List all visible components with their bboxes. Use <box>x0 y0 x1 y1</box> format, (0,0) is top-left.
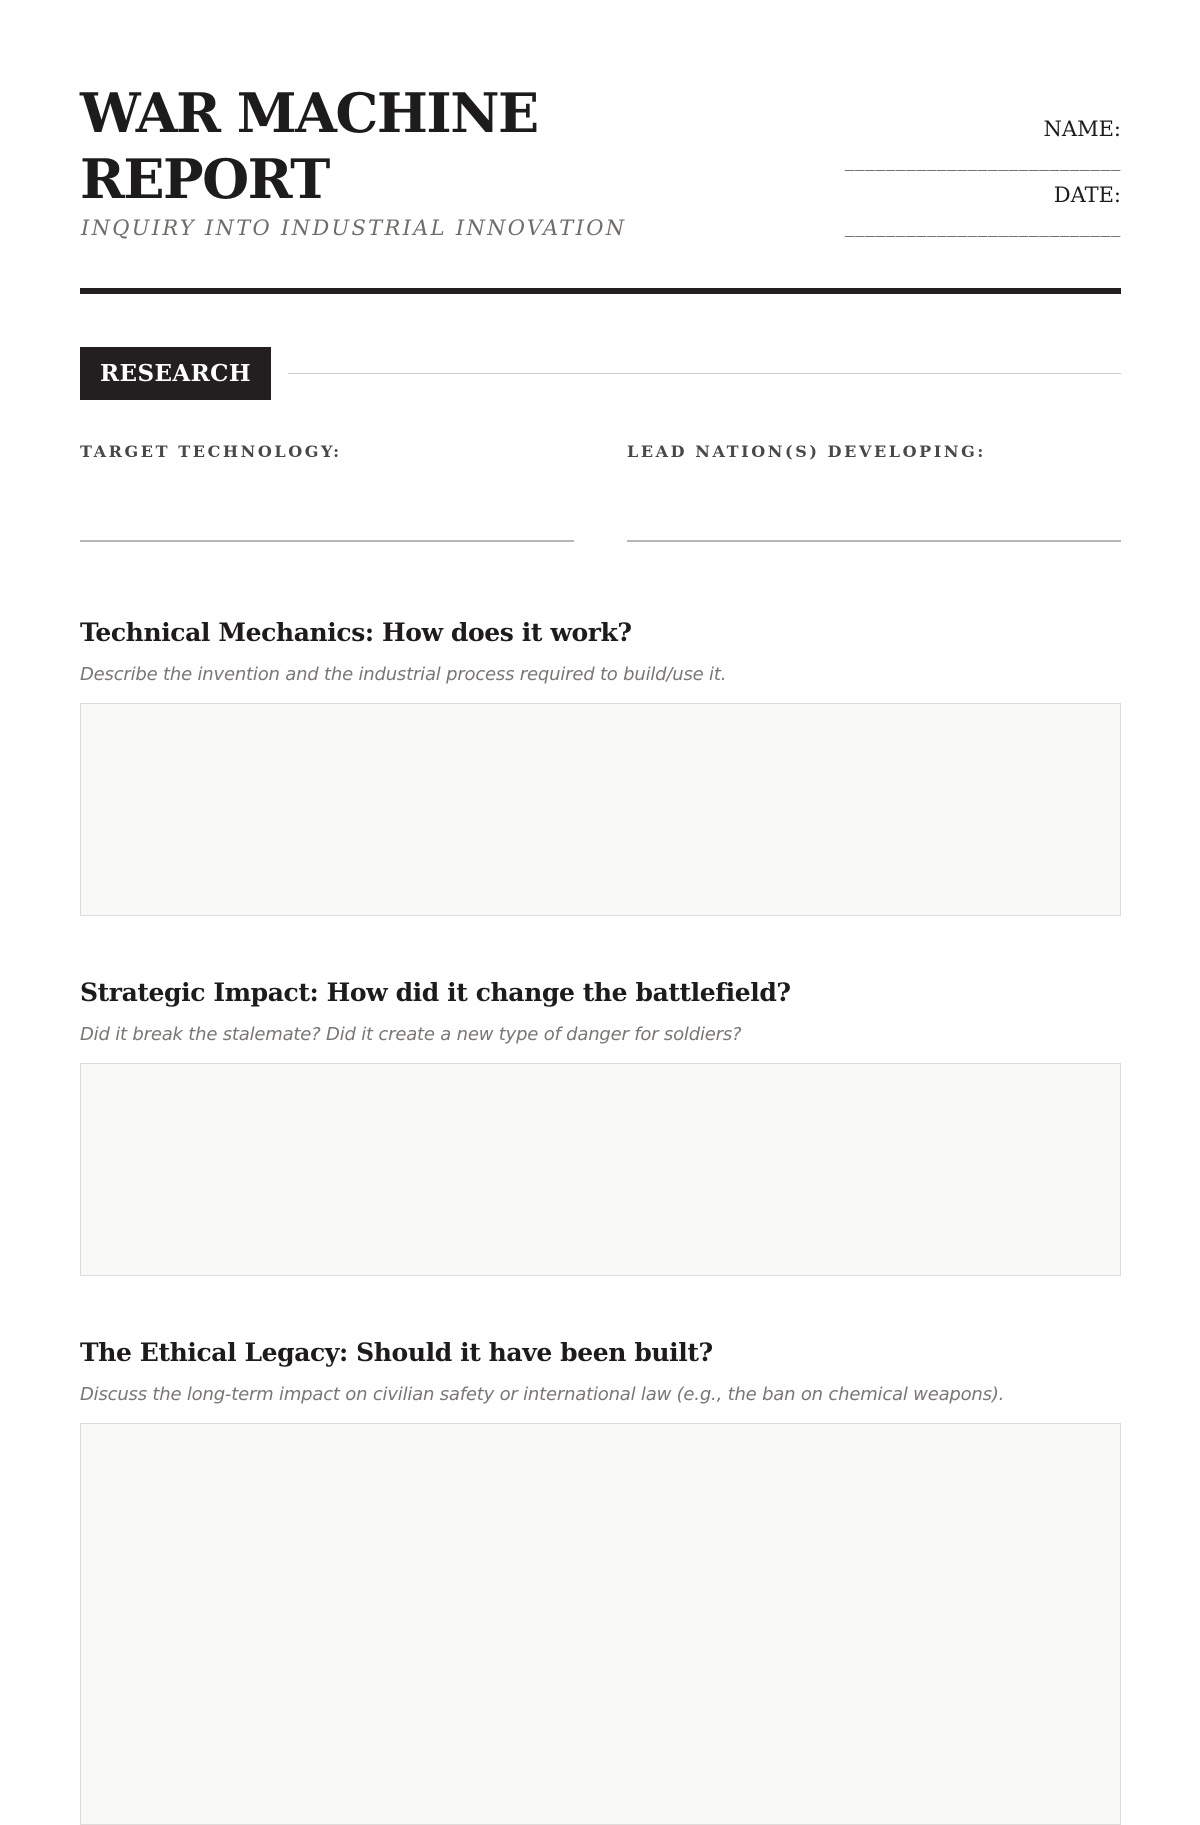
date-label: DATE: <box>1053 183 1121 207</box>
worksheet-subtitle: INQUIRY INTO INDUSTRIAL INNOVATION <box>81 216 627 240</box>
question-hint: Describe the invention and the industrial process required to build/use it. <box>80 664 727 685</box>
question-ethical-legacy <box>80 1337 1121 1407</box>
name-label: NAME: <box>1043 117 1121 141</box>
date-blank-line[interactable]: ___________________________ <box>844 218 1121 237</box>
question-title: The Ethical Legacy: Should it have been built? <box>80 1338 713 1367</box>
research-fields <box>80 442 1121 542</box>
research-section-header <box>80 347 1121 400</box>
worksheet-header <box>80 80 1121 290</box>
name-blank-line[interactable]: ___________________________ <box>844 152 1121 171</box>
title-line-2: REPORT <box>80 147 329 211</box>
question-hint: Discuss the long-term impact on civilian safety or international law (e.g., the ban on chemical weapons). <box>80 1384 1005 1405</box>
lead-nations-answer-line[interactable] <box>627 540 1121 542</box>
header-divider <box>80 288 1121 294</box>
answer-box[interactable] <box>80 703 1121 916</box>
target-technology-answer-line[interactable] <box>80 540 574 542</box>
section-divider-line <box>288 373 1121 374</box>
question-title: Technical Mechanics: How does it work? <box>80 618 632 647</box>
question-strategic-impact <box>80 977 1121 1047</box>
question-technical-mechanics <box>80 617 1121 687</box>
answer-box[interactable] <box>80 1423 1121 1825</box>
title-line-1: WAR MACHINE <box>80 81 538 145</box>
question-title: Strategic Impact: How did it change the battlefield? <box>80 978 791 1007</box>
target-technology-field[interactable] <box>80 442 574 542</box>
date-field[interactable] <box>771 182 1121 238</box>
name-field[interactable] <box>771 116 1121 172</box>
lead-nations-label: LEAD NATION(S) DEVELOPING: <box>627 442 986 461</box>
research-section-label: RESEARCH <box>80 347 271 400</box>
worksheet-page <box>80 80 1121 1405</box>
question-hint: Did it break the stalemate? Did it create a new type of danger for soldiers? <box>80 1024 742 1045</box>
target-technology-label: TARGET TECHNOLOGY: <box>80 442 342 461</box>
answer-box[interactable] <box>80 1063 1121 1276</box>
lead-nations-field[interactable] <box>627 442 1121 542</box>
worksheet-title <box>80 80 680 212</box>
